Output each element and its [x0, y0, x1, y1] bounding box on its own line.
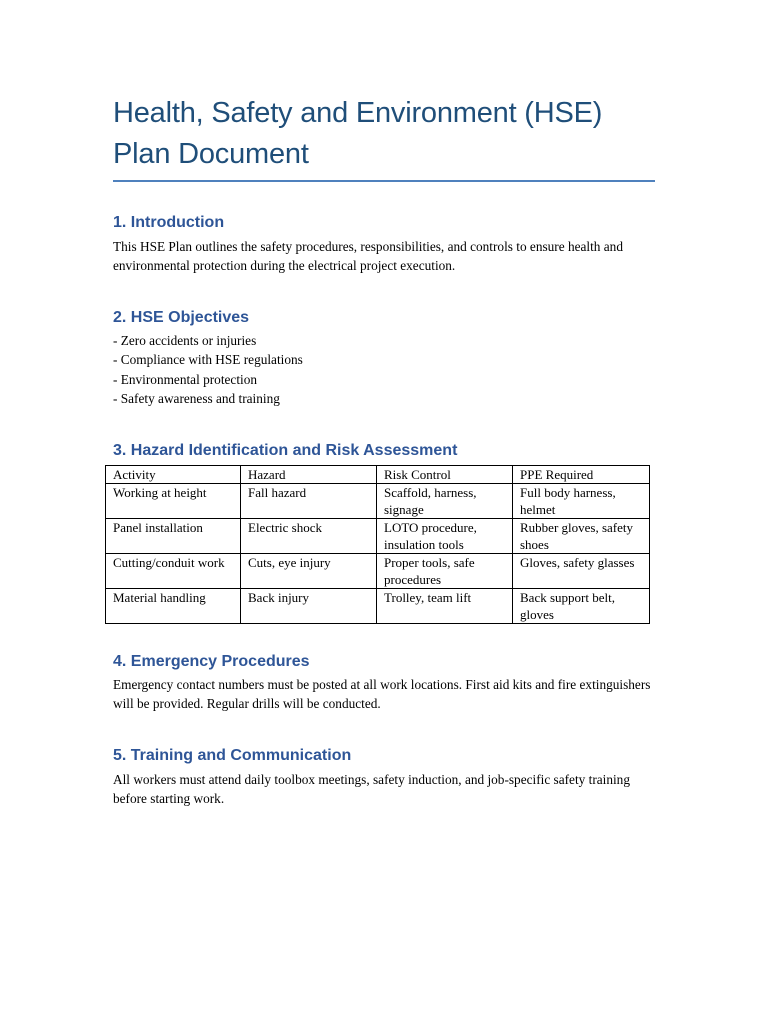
table-row	[106, 589, 650, 624]
emergency-heading: 4. Emergency Procedures	[113, 653, 310, 670]
document-title: Health, Safety and Environment (HSE) Plan Document	[113, 97, 603, 170]
ppe-cell: Gloves, safety glasses	[513, 554, 650, 589]
risk-control-cell: Scaffold, harness, signage	[377, 484, 513, 519]
hazards-heading: 3. Hazard Identification and Risk Assessment	[113, 442, 458, 459]
column-header-risk-control: Risk Control	[377, 466, 513, 484]
activity-cell: Panel installation	[106, 519, 241, 554]
table-header-row	[106, 466, 650, 484]
emergency-text: Emergency contact numbers must be posted at all work locations. First aid kits and fire extinguishers will be provided. Regular drills will be conducted.	[113, 677, 651, 712]
introduction-text: This HSE Plan outlines the safety procedures, responsibilities, and controls to ensure health and environmental protection during the electrical project execution.	[113, 239, 623, 274]
title-divider	[113, 180, 655, 182]
hazard-cell: Electric shock	[241, 519, 377, 554]
column-header-hazard: Hazard	[241, 466, 377, 484]
hazard-cell: Cuts, eye injury	[241, 554, 377, 589]
hazard-cell: Fall hazard	[241, 484, 377, 519]
ppe-cell: Rubber gloves, safety shoes	[513, 519, 650, 554]
risk-control-cell: Trolley, team lift	[377, 589, 513, 624]
activity-cell: Material handling	[106, 589, 241, 624]
ppe-cell: Back support belt, gloves	[513, 589, 650, 624]
ppe-cell: Full body harness, helmet	[513, 484, 650, 519]
hazard-cell: Back injury	[241, 589, 377, 624]
introduction-heading: 1. Introduction	[113, 214, 225, 231]
activity-cell: Cutting/conduit work	[106, 554, 241, 589]
table-row	[106, 519, 650, 554]
table-row	[106, 554, 650, 589]
training-heading: 5. Training and Communication	[113, 747, 352, 764]
objective-item: - Environmental protection	[113, 371, 258, 387]
column-header-activity: Activity	[106, 466, 241, 484]
risk-control-cell: Proper tools, safe procedures	[377, 554, 513, 589]
hazard-table	[105, 465, 650, 624]
objective-item: - Zero accidents or injuries	[113, 333, 257, 348]
objective-item: - Safety awareness and training	[113, 390, 280, 406]
objective-item: - Compliance with HSE regulations	[113, 352, 303, 368]
column-header-ppe-required: PPE Required	[513, 466, 650, 484]
objectives-list	[113, 331, 658, 408]
risk-control-cell: LOTO procedure, insulation tools	[377, 519, 513, 554]
table-row	[106, 484, 650, 519]
objectives-heading: 2. HSE Objectives	[113, 309, 250, 326]
training-text: All workers must attend daily toolbox meetings, safety induction, and job-specific safety training before starting work.	[113, 772, 630, 807]
activity-cell: Working at height	[106, 484, 241, 519]
